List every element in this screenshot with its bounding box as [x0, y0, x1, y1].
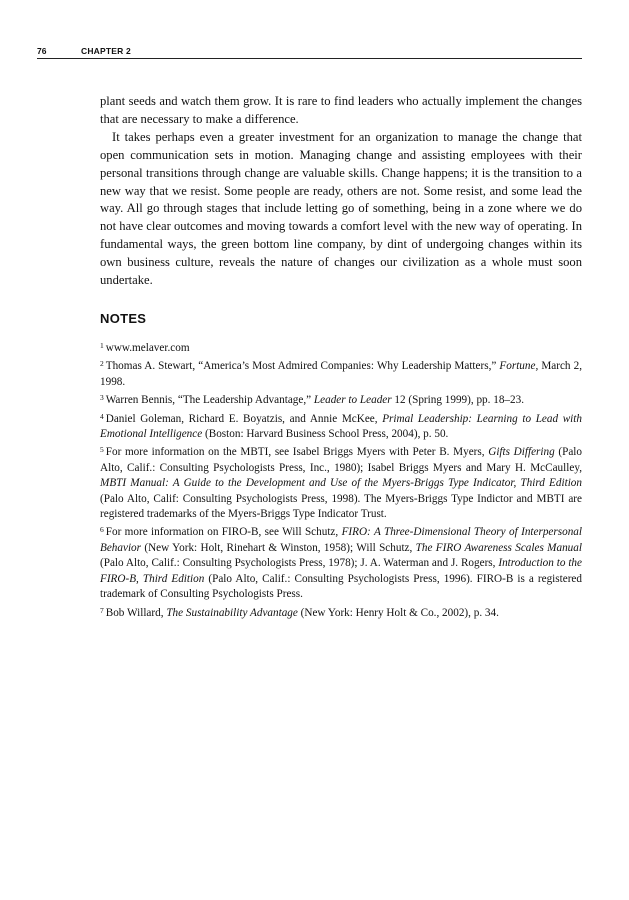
note-item — [100, 356, 582, 390]
notes-list — [100, 338, 582, 621]
note-title: Primal Leadership: Learning to Lead with Emotional Intelligence — [100, 412, 582, 441]
note-item — [100, 442, 582, 522]
running-header — [37, 46, 582, 59]
note-number: 5 — [100, 445, 104, 455]
note-item — [100, 390, 582, 408]
note-text: (Palo Alto, Calif: Consulting Psychologists Press, 1998). The Myers-Briggs Type Indictor and MBTI are registered trademarks of the Myers-Briggs Type Indicator Trust. — [100, 492, 582, 521]
note-text: For more information on FIRO-B, see Will Schutz, — [105, 526, 342, 539]
notes-heading: NOTES — [100, 311, 147, 326]
note-number: 7 — [100, 605, 104, 615]
note-number: 4 — [100, 411, 104, 421]
note-text: Bob Willard, — [105, 606, 167, 619]
note-item — [100, 522, 582, 602]
body-text — [100, 93, 582, 290]
note-item — [100, 409, 582, 443]
note-text: 12 (Spring 1999), pp. 18–23. — [391, 394, 524, 407]
body-paragraph: It takes perhaps even a greater investment for an organization to manage the change that open communication sets in motion. Managing change and assisting employees with their personal transitions through change are valuable skills. Change happens; it is the transition to a new way that we resist. Some people are ready, others are not. Some resist, and some lead the way. All go through stages that include letting go of something, being in a zone where we do not have clear outcomes and moving towards a comfort level with the new way of operating. In fundamental ways, the green bottom line company, by dint of undergoing changes within its own business culture, reveals the nature of changes our civilization as a whole must soon undertake. — [100, 129, 582, 288]
note-number: 2 — [100, 359, 104, 369]
note-text: www.melaver.com — [105, 342, 190, 354]
note-title: Introduction to the FIRO-B, Third Edition — [100, 557, 582, 585]
page-number: 76 — [37, 46, 47, 56]
note-text: (Palo Alto, Calif.: Consulting Psychologists Press, 1978); J. A. Waterman and J. Rogers, — [100, 557, 499, 570]
note-title: FIRO: A Three-Dimensional Theory of Interpersonal Behavior — [100, 526, 582, 554]
note-text: Thomas A. Stewart, “America’s Most Admired Companies: Why Leadership Matters,” — [105, 360, 500, 373]
note-text: March 2, 1998. — [100, 360, 582, 388]
note-item — [100, 603, 582, 621]
note-text: (Palo Alto, Calif.: Consulting Psychologists Press, Inc., 1980); Isabel Briggs Myers and Mary H. McCaulley, — [100, 446, 583, 474]
note-text: (Boston: Harvard Business School Press, 2004), p. 50. — [202, 428, 449, 441]
note-text: Daniel Goleman, Richard E. Boyatzis, and Annie McKee, — [105, 412, 383, 425]
note-title: Leader to Leader — [313, 394, 392, 407]
note-number: 1 — [100, 341, 104, 350]
note-item — [100, 338, 582, 356]
note-number: 6 — [100, 525, 104, 535]
note-title: Gifts Differing — [488, 446, 555, 459]
note-title: The Sustainability Advantage — [166, 606, 298, 619]
note-number: 3 — [100, 393, 104, 403]
note-title: Fortune, — [499, 360, 539, 373]
note-text: (New York: Henry Holt & Co., 2002), p. 34. — [297, 606, 499, 619]
note-title: The FIRO Awareness Scales Manual — [415, 541, 582, 554]
body-paragraph: plant seeds and watch them grow. It is rare to find leaders who actually implement the changes that are necessary to make a difference. — [100, 94, 582, 126]
note-text: Warren Bennis, “The Leadership Advantage,” — [105, 394, 314, 407]
note-text: (New York: Holt, Rinehart & Winston, 1958); Will Schutz, — [141, 541, 416, 554]
note-text: For more information on the MBTI, see Isabel Briggs Myers with Peter B. Myers, — [105, 446, 489, 459]
note-text: (Palo Alto, Calif.: Consulting Psychologists Press, 1996). FIRO-B is a registered trademark of Consulting Psychologists Press. — [100, 572, 582, 601]
note-title: MBTI Manual: A Guide to the Development and Use of the Myers-Briggs Type Indicator, Third Edition — [100, 477, 582, 490]
chapter-label: CHAPTER 2 — [81, 46, 131, 56]
